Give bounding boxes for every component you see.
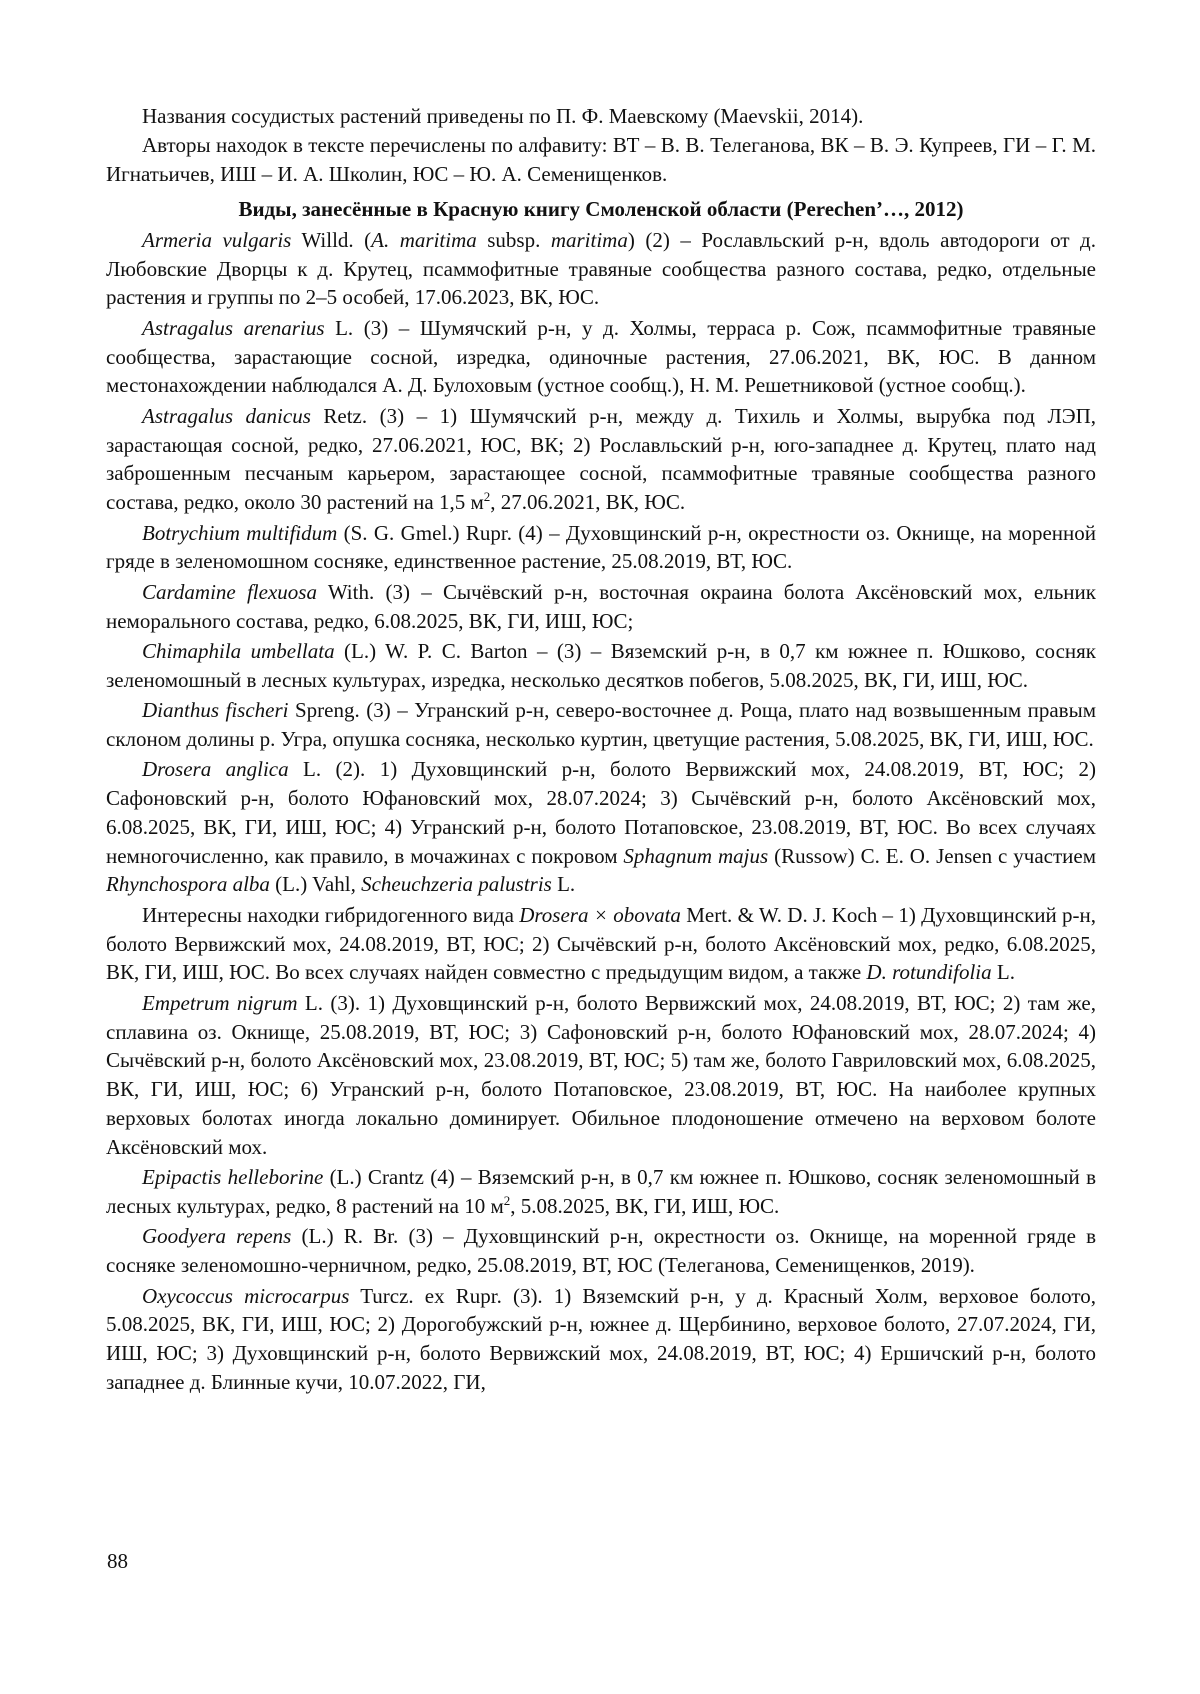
text-run: (L.) Vahl [270,872,351,896]
latin-name: Botrychium multifidum [142,521,337,545]
species-entry [106,755,1096,899]
latin-name: Epipactis helleborine [142,1165,323,1189]
document-page [0,0,1200,1694]
species-entry [106,696,1096,754]
text-run: L. [552,872,575,896]
text-run: Retz. (3) – 1) Шумячский р-н, между д. Тихиль и Холмы, вырубка под ЛЭП, зарастающая сосной, редко, 27.06.2021, ЮС, ВК; 2) Рославльский р-н, юго-западнее д. Крутец, плато над заброшенным песчаным карьером, зарастающее сосной, псаммофитные травяные сообщества разного состава, редко, около 30 растений на 1,5 м [106,404,1096,514]
intro-paragraph [106,131,1096,189]
text-run: subsp. [477,228,551,252]
superscript: 2 [504,1193,511,1208]
text-run: L. (3). 1) Духовщинский р-н, болото Вервижский мох, 24.08.2019, ВТ, ЮС; 2) там же, сплавина оз. Окнище, 25.08.2019, ВТ, ЮС; 3) Сафоновский р-н, болото Юфановский мох, 28.07.2024; 4) Сычёвский р-н, болото Аксёновский мох, 23.08.2019, ВТ, ЮС; 5) там же, болото Гавриловский мох, 6.08.2025, ВК, ГИ, ИШ, ЮС; 6) Угранский р-н, болото Потаповское, 23.08.2019, ВТ, ЮС. На наиболее крупных верховых болотах иногда локально доминирует. Обильное плодоношение отмечено на верховом болоте Аксёновский мох. [106,991,1096,1159]
text-run: Spreng. (3) – Угранский р-н, северо-восточнее д. Роща, плато над возвышенным правым склоном долины р. Угра, опушка сосняка, несколько куртин, цветущие растения, 5.08.2025, ВК, ГИ, ИШ, ЮС. [106,698,1096,751]
section-heading: Виды, занесённые в Красную книгу Смоленской области (Perechen’…, 2012) [106,195,1096,224]
text-run: L. (3) – Шумячский р-н, у д. Холмы, терраса р. Сож, псаммофитные травяные сообщества, зарастающие сосной, изредка, одиночные растения, 27.06.2021, ВК, ЮС. В данном местонахождении наблюдался А. Д. Булоховым (устное сообщ.), Н. М. Решетниковой (устное сообщ.). [106,316,1096,398]
species-entry [106,226,1096,312]
text-run: , 27.06.2021, ВК, ЮС. [490,490,685,514]
text-run: With. (3) – Сычёвский р-н, восточная окраина болота Аксёновский мох, ельник неморального состава, редко, 6.08.2025, ВК, ГИ, ИШ, ЮС; [106,580,1096,633]
latin-name: Astragalus arenarius [142,316,325,340]
text-run: Mert. & W. D. J. Koch – 1) Духовщинский р-н, болото Вервижский мох, 24.08.2019, ВТ, ЮС; 2) Сычёвский р-н, болото Аксёновский мох, редко, 6.08.2025, ВК, ГИ, ИШ, ЮС. Во всех случаях найден совместно с предыдущим видом, а также [106,903,1096,985]
text-run: ) (2) – Рославльский р-н, вдоль автодороги от д. Любовские Дворцы к д. Крутец, псаммофитные травяные сообщества разного состава, редко, отдельные растения и группы по 2–5 особей, 17.06.2023, ВК, ЮС. [106,228,1096,310]
latin-name: A. maritima [371,228,477,252]
latin-name: Empetrum nigrum [142,991,298,1015]
species-entry [106,314,1096,400]
text-run: L. [992,960,1015,984]
superscript: 2 [484,489,491,504]
page-body [106,102,1096,1397]
species-entry [106,1222,1096,1280]
species-list [106,226,1096,1397]
page-number: 88 [107,1547,128,1575]
latin-name: maritima [551,228,628,252]
latin-name: Dianthus fischeri [142,698,289,722]
species-entry [106,402,1096,517]
latin-name: Sphagnum majus [623,844,768,868]
text-run: Авторы находок в тексте перечислены по алфавиту: ВТ – В. В. Телеганова, ВК – В. Э. Купреев, ГИ – Г. М. Игнатьичев, ИШ – И. А. Школин, ЮС – Ю. А. Семенищенков. [106,133,1096,186]
text-run: (L.) Crantz (4) – Вяземский р-н, в 0,7 км южнее п. Юшково, сосняк зеленомошный в лесных культурах, редко, 8 растений на 10 м [106,1165,1096,1218]
latin-name: D. rotundifolia [866,960,991,984]
intro-paragraph [106,102,1096,131]
text-run: Названия сосудистых растений приведены по П. Ф. Маевскому (Maevskii, 2014). [142,104,863,128]
latin-name: , Scheuchzeria palustris [351,872,552,896]
species-entry [106,1163,1096,1221]
species-entry [106,989,1096,1162]
latin-name: Goodyera repens [142,1224,291,1248]
latin-name: Drosera × obovata [519,903,681,927]
latin-name: Drosera anglica [142,757,289,781]
text-run: (S. G. Gmel.) Rupr. (4) – Духовщинский р-н, окрестности оз. Окнище, на моренной гряде в зеленомошном сосняке, единственное растение, 25.08.2019, ВТ, ЮС. [106,521,1096,574]
species-entry [106,578,1096,636]
intro-section [106,102,1096,188]
text-run: Интересны находки гибридогенного вида [142,903,519,927]
species-entry [106,519,1096,577]
latin-name: Chimaphila umbellata [142,639,335,663]
text-run: Willd. ( [291,228,371,252]
latin-name: Rhynchospora alba [106,872,270,896]
text-run: (Russow) C. E. O. Jensen с участием [768,844,1096,868]
text-run: , 5.08.2025, ВК, ГИ, ИШ, ЮС. [510,1194,779,1218]
species-entry [106,1282,1096,1397]
text-run: (L.) W. P. C. Barton – (3) – Вяземский р-н, в 0,7 км южнее п. Юшково, сосняк зеленомошный в лесных культурах, изредка, несколько десятков побегов, 5.08.2025, ВК, ГИ, ИШ, ЮС. [106,639,1096,692]
text-run: L. (2). 1) Духовщинский р-н, болото Вервижский мох, 24.08.2019, ВТ, ЮС; 2) Сафоновский р-н, болото Юфановский мох, 28.07.2024; 3) Сычёвский р-н, болото Аксёновский мох, 6.08.2025, ВК, ГИ, ИШ, ЮС; 4) Угранский р-н, болото Потаповское, 23.08.2019, ВТ, ЮС. Во всех случаях немногочисленно, как правило, в мочажинах с покровом [106,757,1096,867]
latin-name: Armeria vulgaris [142,228,291,252]
latin-name: Oxycoccus microcarpus [142,1284,349,1308]
species-entry [106,637,1096,695]
species-entry [106,901,1096,987]
text-run: Turcz. ex Rupr. (3). 1) Вяземский р-н, у д. Красный Холм, верховое болото, 5.08.2025, ВК, ГИ, ИШ, ЮС; 2) Дорогобужский р-н, южнее д. Щербинино, верховое болото, 27.07.2024, ГИ, ИШ, ЮС; 3) Духовщинский р-н, болото Вервижский мох, 24.08.2019, ВТ, ЮС; 4) Ершичский р-н, болото западнее д. Блинные кучи, 10.07.2022, ГИ, [106,1284,1096,1394]
text-run: (L.) R. Br. (3) – Духовщинский р-н, окрестности оз. Окнище, на моренной гряде в сосняке зеленомошно-черничном, редко, 25.08.2019, ВТ, ЮС (Телеганова, Семенищенков, 2019). [106,1224,1096,1277]
latin-name: Astragalus danicus [142,404,311,428]
latin-name: Cardamine flexuosa [142,580,317,604]
